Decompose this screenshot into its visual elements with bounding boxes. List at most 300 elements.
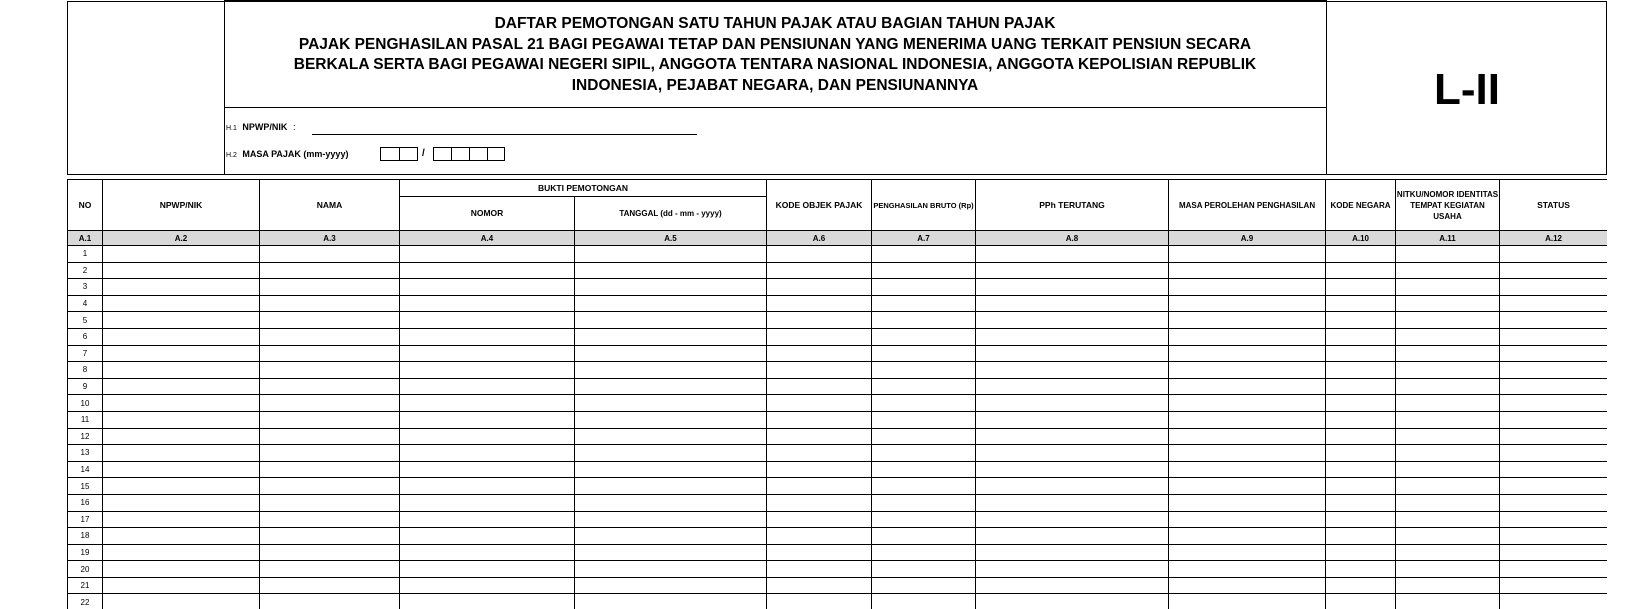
table-cell[interactable] [1169,262,1326,279]
table-cell[interactable] [1396,461,1500,478]
table-cell[interactable] [1169,246,1326,263]
table-cell[interactable] [260,445,400,462]
table-cell[interactable] [872,262,976,279]
table-cell[interactable] [976,345,1169,362]
table-cell[interactable] [103,461,260,478]
table-cell[interactable] [872,378,976,395]
table-cell[interactable] [260,312,400,329]
row-number: 13 [68,445,103,462]
column-code-row [68,231,1608,246]
table-cell[interactable] [575,561,767,578]
table-cell[interactable] [103,478,260,495]
table-cell[interactable] [767,246,872,263]
table-cell[interactable] [767,577,872,594]
table-cell[interactable] [872,279,976,296]
table-cell[interactable] [872,544,976,561]
table-cell[interactable] [872,494,976,511]
table-cell[interactable] [1500,594,1607,609]
col-header-status: STATUS [1500,180,1607,231]
table-cell[interactable] [260,295,400,312]
column-code: A.6 [767,231,872,246]
table-cell[interactable] [400,295,575,312]
table-cell[interactable] [1500,461,1607,478]
table-cell[interactable] [1500,362,1607,379]
table-cell[interactable] [1500,544,1607,561]
table-cell[interactable] [1326,328,1396,345]
table-cell[interactable] [400,411,575,428]
header-left-divider [224,1,225,175]
row-number: 10 [68,395,103,412]
masa-slash: / [422,148,425,159]
table-cell[interactable] [976,411,1169,428]
table-cell[interactable] [872,511,976,528]
table-cell[interactable] [260,378,400,395]
column-code: A.4 [400,231,575,246]
table-cell[interactable] [872,328,976,345]
table-cell[interactable] [767,312,872,329]
table-cell[interactable] [1169,345,1326,362]
table-cell[interactable] [260,461,400,478]
table-cell[interactable] [400,544,575,561]
table-cell[interactable] [976,262,1169,279]
table-cell[interactable] [575,511,767,528]
table-cell[interactable] [1326,395,1396,412]
table-cell[interactable] [1500,561,1607,578]
column-code: A.11 [1396,231,1500,246]
table-cell[interactable] [1169,378,1326,395]
table-cell[interactable] [767,494,872,511]
table-cell[interactable] [103,577,260,594]
table-cell[interactable] [872,246,976,263]
table-cell[interactable] [1326,279,1396,296]
row-number: 9 [68,378,103,395]
table-cell[interactable] [976,478,1169,495]
masa-label: MASA PAJAK (mm-yyyy) [242,149,349,159]
table-cell[interactable] [400,561,575,578]
table-cell[interactable] [400,395,575,412]
table-cell[interactable] [1169,362,1326,379]
table-cell[interactable] [872,295,976,312]
table-cell[interactable] [103,445,260,462]
row-number: 4 [68,295,103,312]
row-number: 18 [68,528,103,545]
title-line: BERKALA SERTA BAGI PEGAWAI NEGERI SIPIL, ANGGOTA TENTARA NASIONAL INDONESIA, ANGGOTA KEPOLISIAN REPUBLIK [293,56,1257,74]
col-header-kode-objek: KODE OBJEK PAJAK [767,180,872,231]
table-cell[interactable] [1500,411,1607,428]
table-cell[interactable] [575,246,767,263]
col-header-kode-negara: KODE NEGARA [1326,180,1396,231]
table-cell[interactable] [767,378,872,395]
table-cell[interactable] [1500,312,1607,329]
table-cell[interactable] [767,345,872,362]
table-cell[interactable] [1169,544,1326,561]
table-cell[interactable] [1396,279,1500,296]
table-cell[interactable] [767,461,872,478]
table-cell[interactable] [1326,362,1396,379]
table-cell[interactable] [976,544,1169,561]
table-cell[interactable] [575,262,767,279]
group-header-bukti: BUKTI PEMOTONGAN [400,180,767,197]
table-cell[interactable] [400,594,575,609]
table-cell[interactable] [1169,445,1326,462]
table-row [68,378,1608,395]
column-code: A.10 [1326,231,1396,246]
col-header-no: NO [68,180,103,231]
table-cell[interactable] [1396,494,1500,511]
table-cell[interactable] [575,544,767,561]
header-top-rule [224,0,1327,2]
row-number: 19 [68,544,103,561]
table-cell[interactable] [767,511,872,528]
col-header-nitku: NITKU/NOMOR IDENTITAS TEMPAT KEGIATAN USAHA [1396,180,1500,231]
row-number: 15 [68,478,103,495]
column-code: A.1 [68,231,103,246]
table-cell[interactable] [767,428,872,445]
table-cell[interactable] [976,279,1169,296]
npwp-separator: : [292,122,296,132]
row-number: 3 [68,279,103,296]
table-cell[interactable] [260,328,400,345]
table-cell[interactable] [575,461,767,478]
table-cell[interactable] [1500,494,1607,511]
table-cell[interactable] [400,362,575,379]
table-cell[interactable] [1500,246,1607,263]
table-cell[interactable] [1326,445,1396,462]
col-header-pph: PPh TERUTANG [976,180,1169,231]
table-row [68,345,1608,362]
table-cell[interactable] [1326,312,1396,329]
table-cell[interactable] [1169,528,1326,545]
table-cell[interactable] [260,494,400,511]
table-cell[interactable] [872,461,976,478]
table-cell[interactable] [260,411,400,428]
table-cell[interactable] [872,362,976,379]
table-cell[interactable] [1500,577,1607,594]
table-cell[interactable] [260,544,400,561]
table-cell[interactable] [103,395,260,412]
table-cell[interactable] [767,262,872,279]
table-cell[interactable] [400,445,575,462]
table-cell[interactable] [1396,312,1500,329]
table-cell[interactable] [103,345,260,362]
table-cell[interactable] [575,312,767,329]
table-cell[interactable] [767,594,872,609]
table-cell[interactable] [103,411,260,428]
table-cell[interactable] [103,528,260,545]
table-row [68,279,1608,296]
table-cell[interactable] [575,279,767,296]
table-cell[interactable] [1396,328,1500,345]
table-row [68,262,1608,279]
table-cell[interactable] [1396,262,1500,279]
table-cell[interactable] [1396,594,1500,609]
table-cell[interactable] [1396,511,1500,528]
table-cell[interactable] [976,312,1169,329]
table-cell[interactable] [1169,511,1326,528]
table-cell[interactable] [767,362,872,379]
table-cell[interactable] [1326,511,1396,528]
table-cell[interactable] [1169,478,1326,495]
table-cell[interactable] [767,395,872,412]
table-cell[interactable] [872,478,976,495]
table-cell[interactable] [872,411,976,428]
table-cell[interactable] [1396,378,1500,395]
table-cell[interactable] [575,494,767,511]
table-cell[interactable] [976,511,1169,528]
title-line: INDONESIA, PEJABAT NEGARA, DAN PENSIUNANNYA [571,76,979,94]
col-header-masa: MASA PEROLEHAN PENGHASILAN [1169,180,1326,231]
table-row [68,561,1608,578]
table-cell[interactable] [575,395,767,412]
table-cell[interactable] [400,577,575,594]
table-cell[interactable] [575,345,767,362]
table-cell[interactable] [400,461,575,478]
table-cell[interactable] [976,246,1169,263]
table-cell[interactable] [1169,428,1326,445]
table-cell[interactable] [1326,345,1396,362]
table-cell[interactable] [103,378,260,395]
table-cell[interactable] [1326,378,1396,395]
table-cell[interactable] [260,279,400,296]
table-cell[interactable] [872,594,976,609]
npwp-field-number: H.1 [226,125,237,132]
table-cell[interactable] [1326,528,1396,545]
table-cell[interactable] [400,511,575,528]
table-cell[interactable] [872,428,976,445]
table-cell[interactable] [400,378,575,395]
table-cell[interactable] [1500,428,1607,445]
table-cell[interactable] [1326,246,1396,263]
table-row [68,594,1608,609]
table-cell[interactable] [1396,295,1500,312]
table-cell[interactable] [400,246,575,263]
table-cell[interactable] [1500,395,1607,412]
table-cell[interactable] [1326,594,1396,609]
table-cell[interactable] [103,362,260,379]
row-number: 7 [68,345,103,362]
table-cell[interactable] [1500,528,1607,545]
table-cell[interactable] [103,328,260,345]
table-cell[interactable] [767,328,872,345]
table-cell[interactable] [1396,411,1500,428]
table-cell[interactable] [400,279,575,296]
table-cell[interactable] [1326,461,1396,478]
table-cell[interactable] [1500,511,1607,528]
form-title [226,14,1324,104]
table-cell[interactable] [1326,295,1396,312]
table-cell[interactable] [103,428,260,445]
table-cell[interactable] [1396,478,1500,495]
table-cell[interactable] [260,561,400,578]
table-cell[interactable] [976,295,1169,312]
table-cell[interactable] [575,577,767,594]
row-number: 8 [68,362,103,379]
title-line: DAFTAR PEMOTONGAN SATU TAHUN PAJAK ATAU BAGIAN TAHUN PAJAK [494,15,1056,32]
table-cell[interactable] [1396,445,1500,462]
table-cell[interactable] [976,494,1169,511]
table-cell[interactable] [103,594,260,609]
npwp-field[interactable] [312,134,697,135]
table-cell[interactable] [103,246,260,263]
table-cell[interactable] [1169,328,1326,345]
table-row [68,428,1608,445]
table-cell[interactable] [976,594,1169,609]
table-cell[interactable] [1396,428,1500,445]
table-cell[interactable] [1396,362,1500,379]
table-cell[interactable] [575,362,767,379]
table-cell[interactable] [1169,295,1326,312]
table-cell[interactable] [260,395,400,412]
table-cell[interactable] [1169,312,1326,329]
table-cell[interactable] [575,295,767,312]
table-cell[interactable] [103,494,260,511]
table-cell[interactable] [1396,577,1500,594]
table-cell[interactable] [976,461,1169,478]
table-cell[interactable] [1326,411,1396,428]
box-divider [451,147,452,161]
table-cell[interactable] [976,561,1169,578]
table-cell[interactable] [260,246,400,263]
table-cell[interactable] [767,528,872,545]
table-cell[interactable] [767,445,872,462]
col-header-nama: NAMA [260,180,400,231]
table-cell[interactable] [400,478,575,495]
table-cell[interactable] [1396,544,1500,561]
table-cell[interactable] [976,428,1169,445]
table-cell[interactable] [1169,561,1326,578]
table-cell[interactable] [400,494,575,511]
table-cell[interactable] [767,561,872,578]
table-cell[interactable] [1326,544,1396,561]
table-cell[interactable] [767,279,872,296]
table-cell[interactable] [976,328,1169,345]
table-cell[interactable] [400,328,575,345]
title-bottom-rule [224,107,1327,108]
table-cell[interactable] [767,478,872,495]
table-cell[interactable] [1169,577,1326,594]
table-cell[interactable] [976,577,1169,594]
table-cell[interactable] [1326,494,1396,511]
table-cell[interactable] [1169,461,1326,478]
table-cell[interactable] [400,262,575,279]
table-cell[interactable] [976,362,1169,379]
masa-field-number: H.2 [226,152,237,159]
table-cell[interactable] [260,428,400,445]
table-cell[interactable] [400,428,575,445]
table-cell[interactable] [103,544,260,561]
table-cell[interactable] [103,295,260,312]
table-cell[interactable] [1500,295,1607,312]
table-cell[interactable] [872,312,976,329]
table-cell[interactable] [1500,378,1607,395]
table-cell[interactable] [1169,279,1326,296]
table-cell[interactable] [575,528,767,545]
table-cell[interactable] [575,378,767,395]
col-header-bruto: PENGHASILAN BRUTO (Rp) [872,180,976,231]
table-cell[interactable] [103,511,260,528]
table-cell[interactable] [260,362,400,379]
table-cell[interactable] [1169,411,1326,428]
table-row [68,478,1608,495]
table-cell[interactable] [767,295,872,312]
table-cell[interactable] [103,312,260,329]
table-cell[interactable] [1326,262,1396,279]
table-cell[interactable] [1500,262,1607,279]
col-header-tanggal: TANGGAL (dd - mm - yyyy) [575,197,767,231]
table-cell[interactable] [260,511,400,528]
table-cell[interactable] [872,577,976,594]
table-cell[interactable] [1169,395,1326,412]
table-cell[interactable] [1396,395,1500,412]
table-cell[interactable] [103,262,260,279]
table-cell[interactable] [1396,345,1500,362]
table-cell[interactable] [976,378,1169,395]
row-number: 16 [68,494,103,511]
table-cell[interactable] [575,594,767,609]
column-code: A.9 [1169,231,1326,246]
table-cell[interactable] [260,577,400,594]
table-cell[interactable] [1326,428,1396,445]
table-cell[interactable] [260,528,400,545]
table-row [68,544,1608,561]
table-cell[interactable] [976,395,1169,412]
table-cell[interactable] [575,478,767,495]
table-cell[interactable] [1500,279,1607,296]
table-cell[interactable] [1396,246,1500,263]
table-row [68,312,1608,329]
npwp-label: NPWP/NIK [242,122,288,132]
table-cell[interactable] [1500,328,1607,345]
table-cell[interactable] [1396,528,1500,545]
table-cell[interactable] [575,428,767,445]
table-cell[interactable] [575,328,767,345]
table-cell[interactable] [872,345,976,362]
table-cell[interactable] [976,445,1169,462]
table-cell[interactable] [1326,561,1396,578]
table-cell[interactable] [400,312,575,329]
table-cell[interactable] [872,445,976,462]
table-cell[interactable] [103,279,260,296]
table-cell[interactable] [767,544,872,561]
table-cell[interactable] [872,561,976,578]
table-cell[interactable] [1396,561,1500,578]
table-cell[interactable] [260,478,400,495]
table-cell[interactable] [103,561,260,578]
table-cell[interactable] [767,411,872,428]
table-cell[interactable] [1169,594,1326,609]
table-cell[interactable] [400,345,575,362]
column-code: A.12 [1500,231,1607,246]
table-cell[interactable] [976,528,1169,545]
table-cell[interactable] [1326,478,1396,495]
table-cell[interactable] [575,445,767,462]
table-cell[interactable] [260,345,400,362]
column-code: A.5 [575,231,767,246]
table-cell[interactable] [1500,478,1607,495]
withholding-table-wrap [67,179,1607,609]
row-number: 22 [68,594,103,609]
table-cell[interactable] [400,528,575,545]
table-cell[interactable] [1500,345,1607,362]
table-cell[interactable] [1500,445,1607,462]
table-cell[interactable] [260,262,400,279]
table-cell[interactable] [1169,494,1326,511]
table-cell[interactable] [872,528,976,545]
table-cell[interactable] [872,395,976,412]
table-cell[interactable] [260,594,400,609]
table-cell[interactable] [575,411,767,428]
table-cell[interactable] [1326,577,1396,594]
